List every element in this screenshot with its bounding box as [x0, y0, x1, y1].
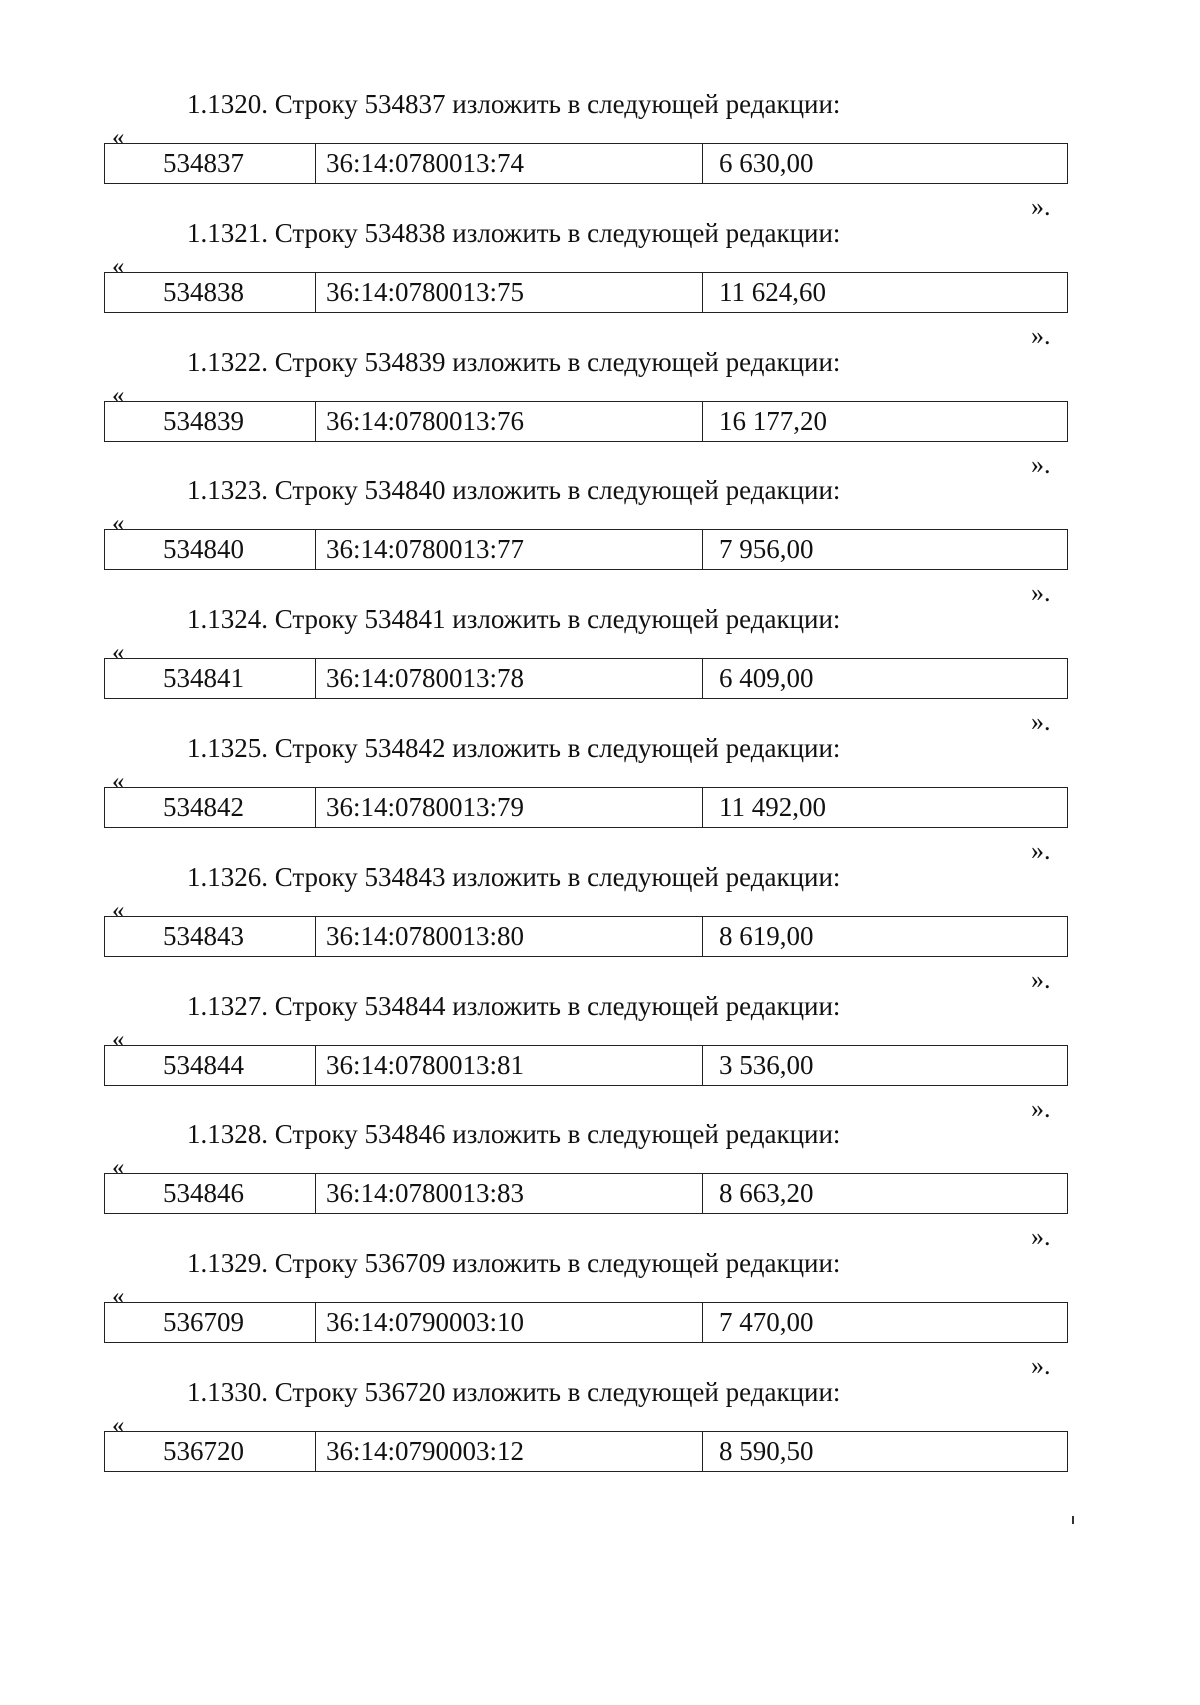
- value-cell: 7 470,00: [719, 1307, 814, 1337]
- amendment-section: [0, 217, 1200, 357]
- amendment-heading: 1.1325. Строку 534842 изложить в следующей редакции:: [187, 733, 841, 763]
- value-cell: 8 619,00: [719, 921, 814, 951]
- value-cell: 3 536,00: [719, 1050, 814, 1080]
- closing-quote: ».: [1031, 965, 1051, 994]
- opening-quote: «: [112, 1026, 125, 1053]
- closing-quote: ».: [1031, 578, 1051, 607]
- cadastral-number-cell: 36:14:0780013:79: [316, 788, 703, 827]
- amendment-heading: 1.1324. Строку 534841 изложить в следующей редакции:: [187, 604, 841, 634]
- row-number-cell: 534841: [105, 659, 316, 698]
- amendment-heading: 1.1322. Строку 534839 изложить в следующей редакции:: [187, 347, 841, 377]
- value-cell: 8 590,50: [719, 1436, 814, 1466]
- amendment-heading: 1.1329. Строку 536709 изложить в следующей редакции:: [187, 1248, 841, 1278]
- table-row: [104, 272, 1068, 313]
- row-number-cell: 534843: [105, 917, 316, 956]
- table-row: [104, 1045, 1068, 1086]
- cadastral-number-cell: 36:14:0780013:77: [316, 530, 703, 569]
- table-row: [104, 529, 1068, 570]
- opening-quote: «: [112, 1412, 125, 1439]
- cadastral-number-cell: 36:14:0790003:10: [316, 1303, 703, 1342]
- value-cell: 7 956,00: [719, 534, 814, 564]
- scan-mark: [1072, 1516, 1074, 1524]
- cadastral-number-cell: 36:14:0790003:12: [316, 1432, 703, 1471]
- amendment-section: [0, 346, 1200, 486]
- cadastral-number-cell: 36:14:0780013:80: [316, 917, 703, 956]
- amendment-section: [0, 1118, 1200, 1258]
- amendment-section: [0, 732, 1200, 872]
- amendment-section: [0, 861, 1200, 1001]
- opening-quote: «: [112, 639, 125, 666]
- row-number-cell: 536720: [105, 1432, 316, 1471]
- table-row: [104, 401, 1068, 442]
- cadastral-number-cell: 36:14:0780013:74: [316, 144, 703, 183]
- value-cell: 6 409,00: [719, 663, 814, 693]
- closing-quote: ».: [1031, 836, 1051, 865]
- amendment-section: [0, 1376, 1200, 1516]
- cadastral-number-cell: 36:14:0780013:78: [316, 659, 703, 698]
- row-number-cell: 536709: [105, 1303, 316, 1342]
- row-number-cell: 534842: [105, 788, 316, 827]
- table-row: [104, 1302, 1068, 1343]
- row-number-cell: 534839: [105, 402, 316, 441]
- amendment-heading: 1.1321. Строку 534838 изложить в следующей редакции:: [187, 218, 841, 248]
- amendment-section: [0, 88, 1200, 228]
- closing-quote: ».: [1031, 1222, 1051, 1251]
- table-row: [104, 143, 1068, 184]
- amendment-heading: 1.1327. Строку 534844 изложить в следующей редакции:: [187, 991, 841, 1021]
- value-cell: 6 630,00: [719, 148, 814, 178]
- opening-quote: «: [112, 1283, 125, 1310]
- closing-quote: ».: [1031, 1094, 1051, 1123]
- cadastral-number-cell: 36:14:0780013:81: [316, 1046, 703, 1085]
- row-number-cell: 534844: [105, 1046, 316, 1085]
- closing-quote: ».: [1031, 192, 1051, 221]
- row-number-cell: 534840: [105, 530, 316, 569]
- table-row: [104, 787, 1068, 828]
- cadastral-number-cell: 36:14:0780013:83: [316, 1174, 703, 1213]
- amendment-heading: 1.1326. Строку 534843 изложить в следующей редакции:: [187, 862, 841, 892]
- row-number-cell: 534837: [105, 144, 316, 183]
- amendment-heading: 1.1328. Строку 534846 изложить в следующей редакции:: [187, 1119, 841, 1149]
- table-row: [104, 1431, 1068, 1472]
- value-cell: 16 177,20: [719, 406, 827, 436]
- row-number-cell: 534846: [105, 1174, 316, 1213]
- closing-quote: ».: [1031, 450, 1051, 479]
- table-row: [104, 1173, 1068, 1214]
- value-cell: 11 492,00: [719, 792, 826, 822]
- opening-quote: «: [112, 124, 125, 151]
- opening-quote: «: [112, 253, 125, 280]
- opening-quote: «: [112, 382, 125, 409]
- amendment-section: [0, 1247, 1200, 1387]
- table-row: [104, 916, 1068, 957]
- amendment-heading: 1.1330. Строку 536720 изложить в следующей редакции:: [187, 1377, 841, 1407]
- amendment-section: [0, 990, 1200, 1130]
- opening-quote: «: [112, 510, 125, 537]
- table-row: [104, 658, 1068, 699]
- amendment-section: [0, 603, 1200, 743]
- cadastral-number-cell: 36:14:0780013:76: [316, 402, 703, 441]
- amendment-heading: 1.1320. Строку 534837 изложить в следующей редакции:: [187, 89, 841, 119]
- cadastral-number-cell: 36:14:0780013:75: [316, 273, 703, 312]
- closing-quote: ».: [1031, 1351, 1051, 1380]
- amendment-heading: 1.1323. Строку 534840 изложить в следующей редакции:: [187, 475, 841, 505]
- closing-quote: ».: [1031, 707, 1051, 736]
- amendment-section: [0, 474, 1200, 614]
- opening-quote: «: [112, 768, 125, 795]
- closing-quote: ».: [1031, 321, 1051, 350]
- opening-quote: «: [112, 1154, 125, 1181]
- value-cell: 11 624,60: [719, 277, 826, 307]
- opening-quote: «: [112, 897, 125, 924]
- row-number-cell: 534838: [105, 273, 316, 312]
- value-cell: 8 663,20: [719, 1178, 814, 1208]
